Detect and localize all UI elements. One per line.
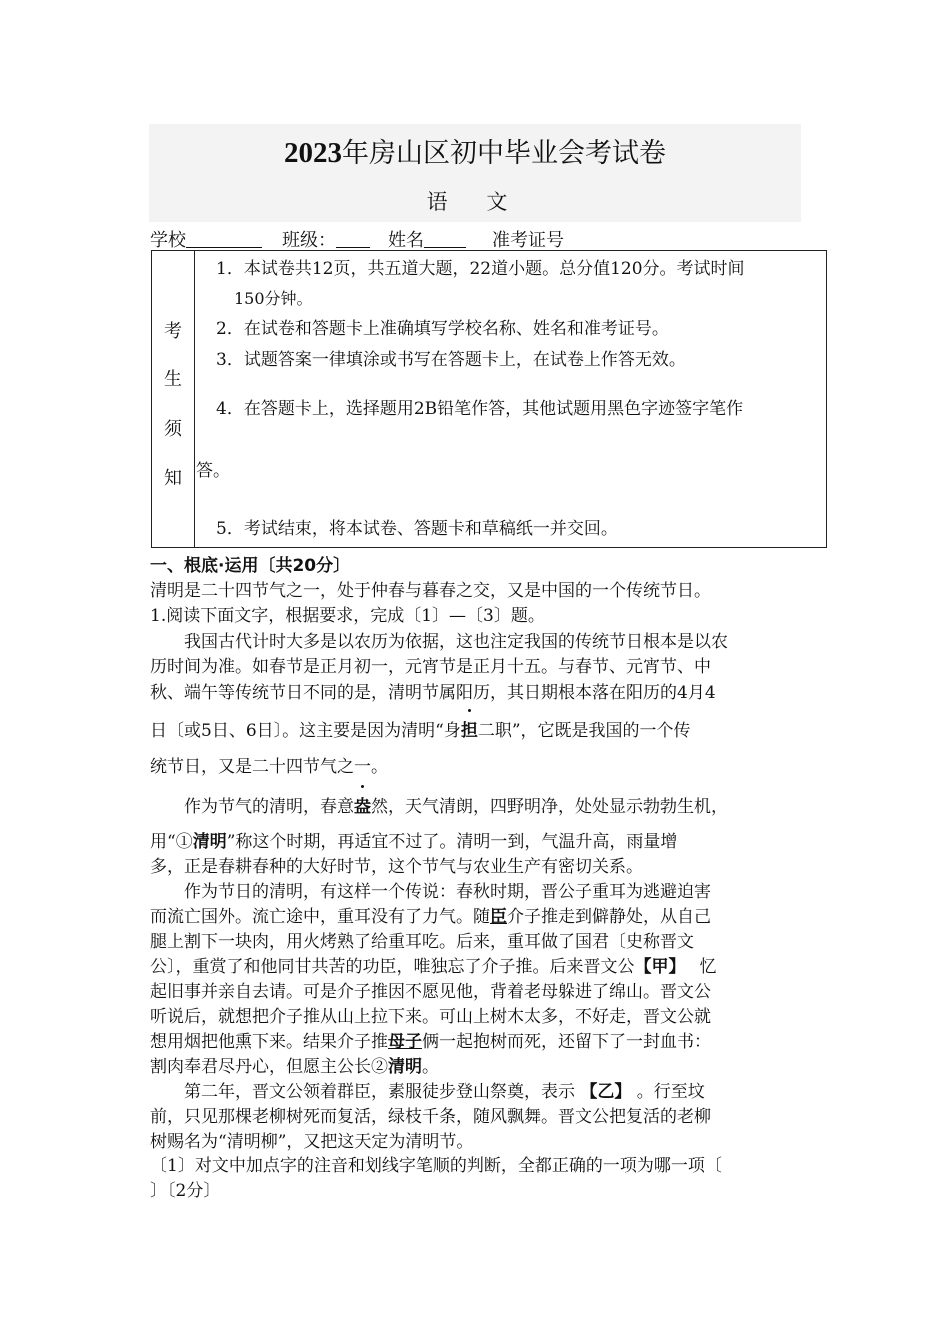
dotted-char: 盎 — [354, 792, 371, 817]
passage-line: 统节日，又是二十四节气之一。 — [150, 757, 388, 777]
notice-item-1: 1．本试卷共12页，共五道大题，22道小题。总分值120分。考试时间 — [216, 259, 745, 279]
candidate-notice-box — [151, 250, 827, 548]
passage-line: 而流亡国外。流亡途中，重耳没有了力气。随臣介子推走到僻静处，从自己 — [150, 907, 711, 927]
exam-title: 2023年房山区初中毕业会考试卷 — [284, 137, 666, 169]
notice-item-4: 4．在答题卡上，选择题用2B铅笔作答，其他试题用黑色字迹签字笔作 — [216, 399, 744, 419]
notice-item-3: 3．试题答案一律填涂或书写在答题卡上，在试卷上作答无效。 — [216, 350, 686, 370]
passage-line: 起旧事并亲自去请。可是介子推因不愿见他，背着老母躲进了绵山。晋文公 — [150, 982, 711, 1002]
notice-side-char: 知 — [164, 468, 182, 489]
passage-line: 想用烟把他熏下来。结果介子推母子俩一起抱树而死，还留下了一封血书： — [150, 1032, 711, 1052]
notice-side-char: 考 — [164, 321, 182, 342]
passage-line: 割肉奉君尽丹心，但愿主公长②清明。 — [150, 1057, 439, 1077]
question-1-1: 〔1〕对文中加点字的注音和划线字笔顺的判断，全都正确的一项为哪一项〔 — [150, 1156, 722, 1176]
passage-line: 第二年，晋文公领着群臣，素服徒步登山祭奠，表示 【乙】 。行至坟 — [184, 1082, 705, 1102]
student-info-line — [150, 226, 564, 252]
notice-side-label — [152, 251, 195, 547]
question-1-1-cont: 〕〔2分〕 — [150, 1181, 221, 1201]
passage-line: 公〕，重赏了和他同甘共苦的功臣，唯独忘了介子推。后来晋文公【甲】 忆 — [150, 957, 717, 977]
school-blank[interactable] — [186, 231, 262, 248]
passage-line: 历时间为准。如春节是正月初一，元宵节是正月十五。与春节、元宵节、中 — [150, 657, 711, 677]
passage-line: 多，正是春耕春种的大好时节，这个节气与农业生产有密切关系。 — [150, 857, 643, 877]
underlined-term: 母子 — [388, 1032, 422, 1052]
passage-line: 听说后，就想把介子推从山上拉下来。可山上树木太多，不好走，晋文公就 — [150, 1007, 711, 1027]
notice-item-4-cont: 答。 — [196, 461, 230, 481]
blank-jia: 【甲】 — [634, 957, 686, 977]
passage-line: 我国古代计时大多是以农历为依据，这也注定我国的传统节日根本是以农 — [184, 632, 728, 652]
passage-line: 用“①清明”称这个时期，再适宜不过了。清明一到，气温升高，雨量增 — [150, 832, 678, 852]
subject-title: 语 文 — [426, 190, 524, 214]
passage-line: 作为节日的清明，有这样一个传说：春秋时期，晋公子重耳为逃避迫害 — [184, 882, 711, 902]
name-label: 姓名 — [388, 230, 424, 251]
blank-yi: 【乙】 — [580, 1082, 632, 1102]
section-heading: 一、根底·运用〔共20分〕 — [150, 556, 351, 576]
notice-item-2: 2．在试卷和答题卡上准确填写学校名称、姓名和准考证号。 — [216, 319, 669, 339]
underlined-char: 臣 — [490, 907, 507, 927]
school-label: 学校 — [150, 230, 186, 251]
bold-term: 清明 — [388, 1057, 422, 1077]
passage-line: 秋、端午等传统节日不同的是，清明节属阳历，其日期根本落在阳历的4月4 — [150, 683, 716, 703]
section-intro: 清明是二十四节气之一，处于仲春与暮春之交，又是中国的一个传统节日。 — [150, 581, 711, 601]
name-blank[interactable] — [424, 231, 466, 248]
dotted-char: 担 — [461, 716, 478, 741]
exam-number-label: 准考证号 — [492, 230, 564, 251]
class-label: 班级： — [282, 230, 336, 251]
bold-term: 清明 — [192, 832, 227, 852]
notice-side-char: 须 — [164, 419, 182, 440]
notice-item-1-cont: 150分钟。 — [234, 289, 313, 308]
notice-side-char: 生 — [164, 369, 182, 390]
notice-item-5: 5．考试结束，将本试卷、答题卡和草稿纸一并交回。 — [216, 519, 618, 539]
passage-line: 作为节气的清明，春意盎然，天气清朗，四野明净，处处显示勃勃生机， — [184, 792, 728, 817]
passage-line: 前，只见那棵老柳树死而复活，绿枝千条，随风飘舞。晋文公把复活的老柳 — [150, 1107, 711, 1127]
passage-line: 腿上割下一块肉，用火烤熟了给重耳吃。后来，重耳做了国君〔史称晋文 — [150, 932, 694, 952]
passage-line: 树赐名为“清明柳”，又把这天定为清明节。 — [150, 1132, 474, 1152]
question-1-prompt: 1.阅读下面文字，根据要求，完成〔1〕—〔3〕题。 — [150, 606, 545, 626]
passage-line: 日〔或5日、6日〕。这主要是因为清明“身担二职”，它既是我国的一个传 — [150, 716, 691, 741]
class-blank[interactable] — [336, 231, 370, 248]
